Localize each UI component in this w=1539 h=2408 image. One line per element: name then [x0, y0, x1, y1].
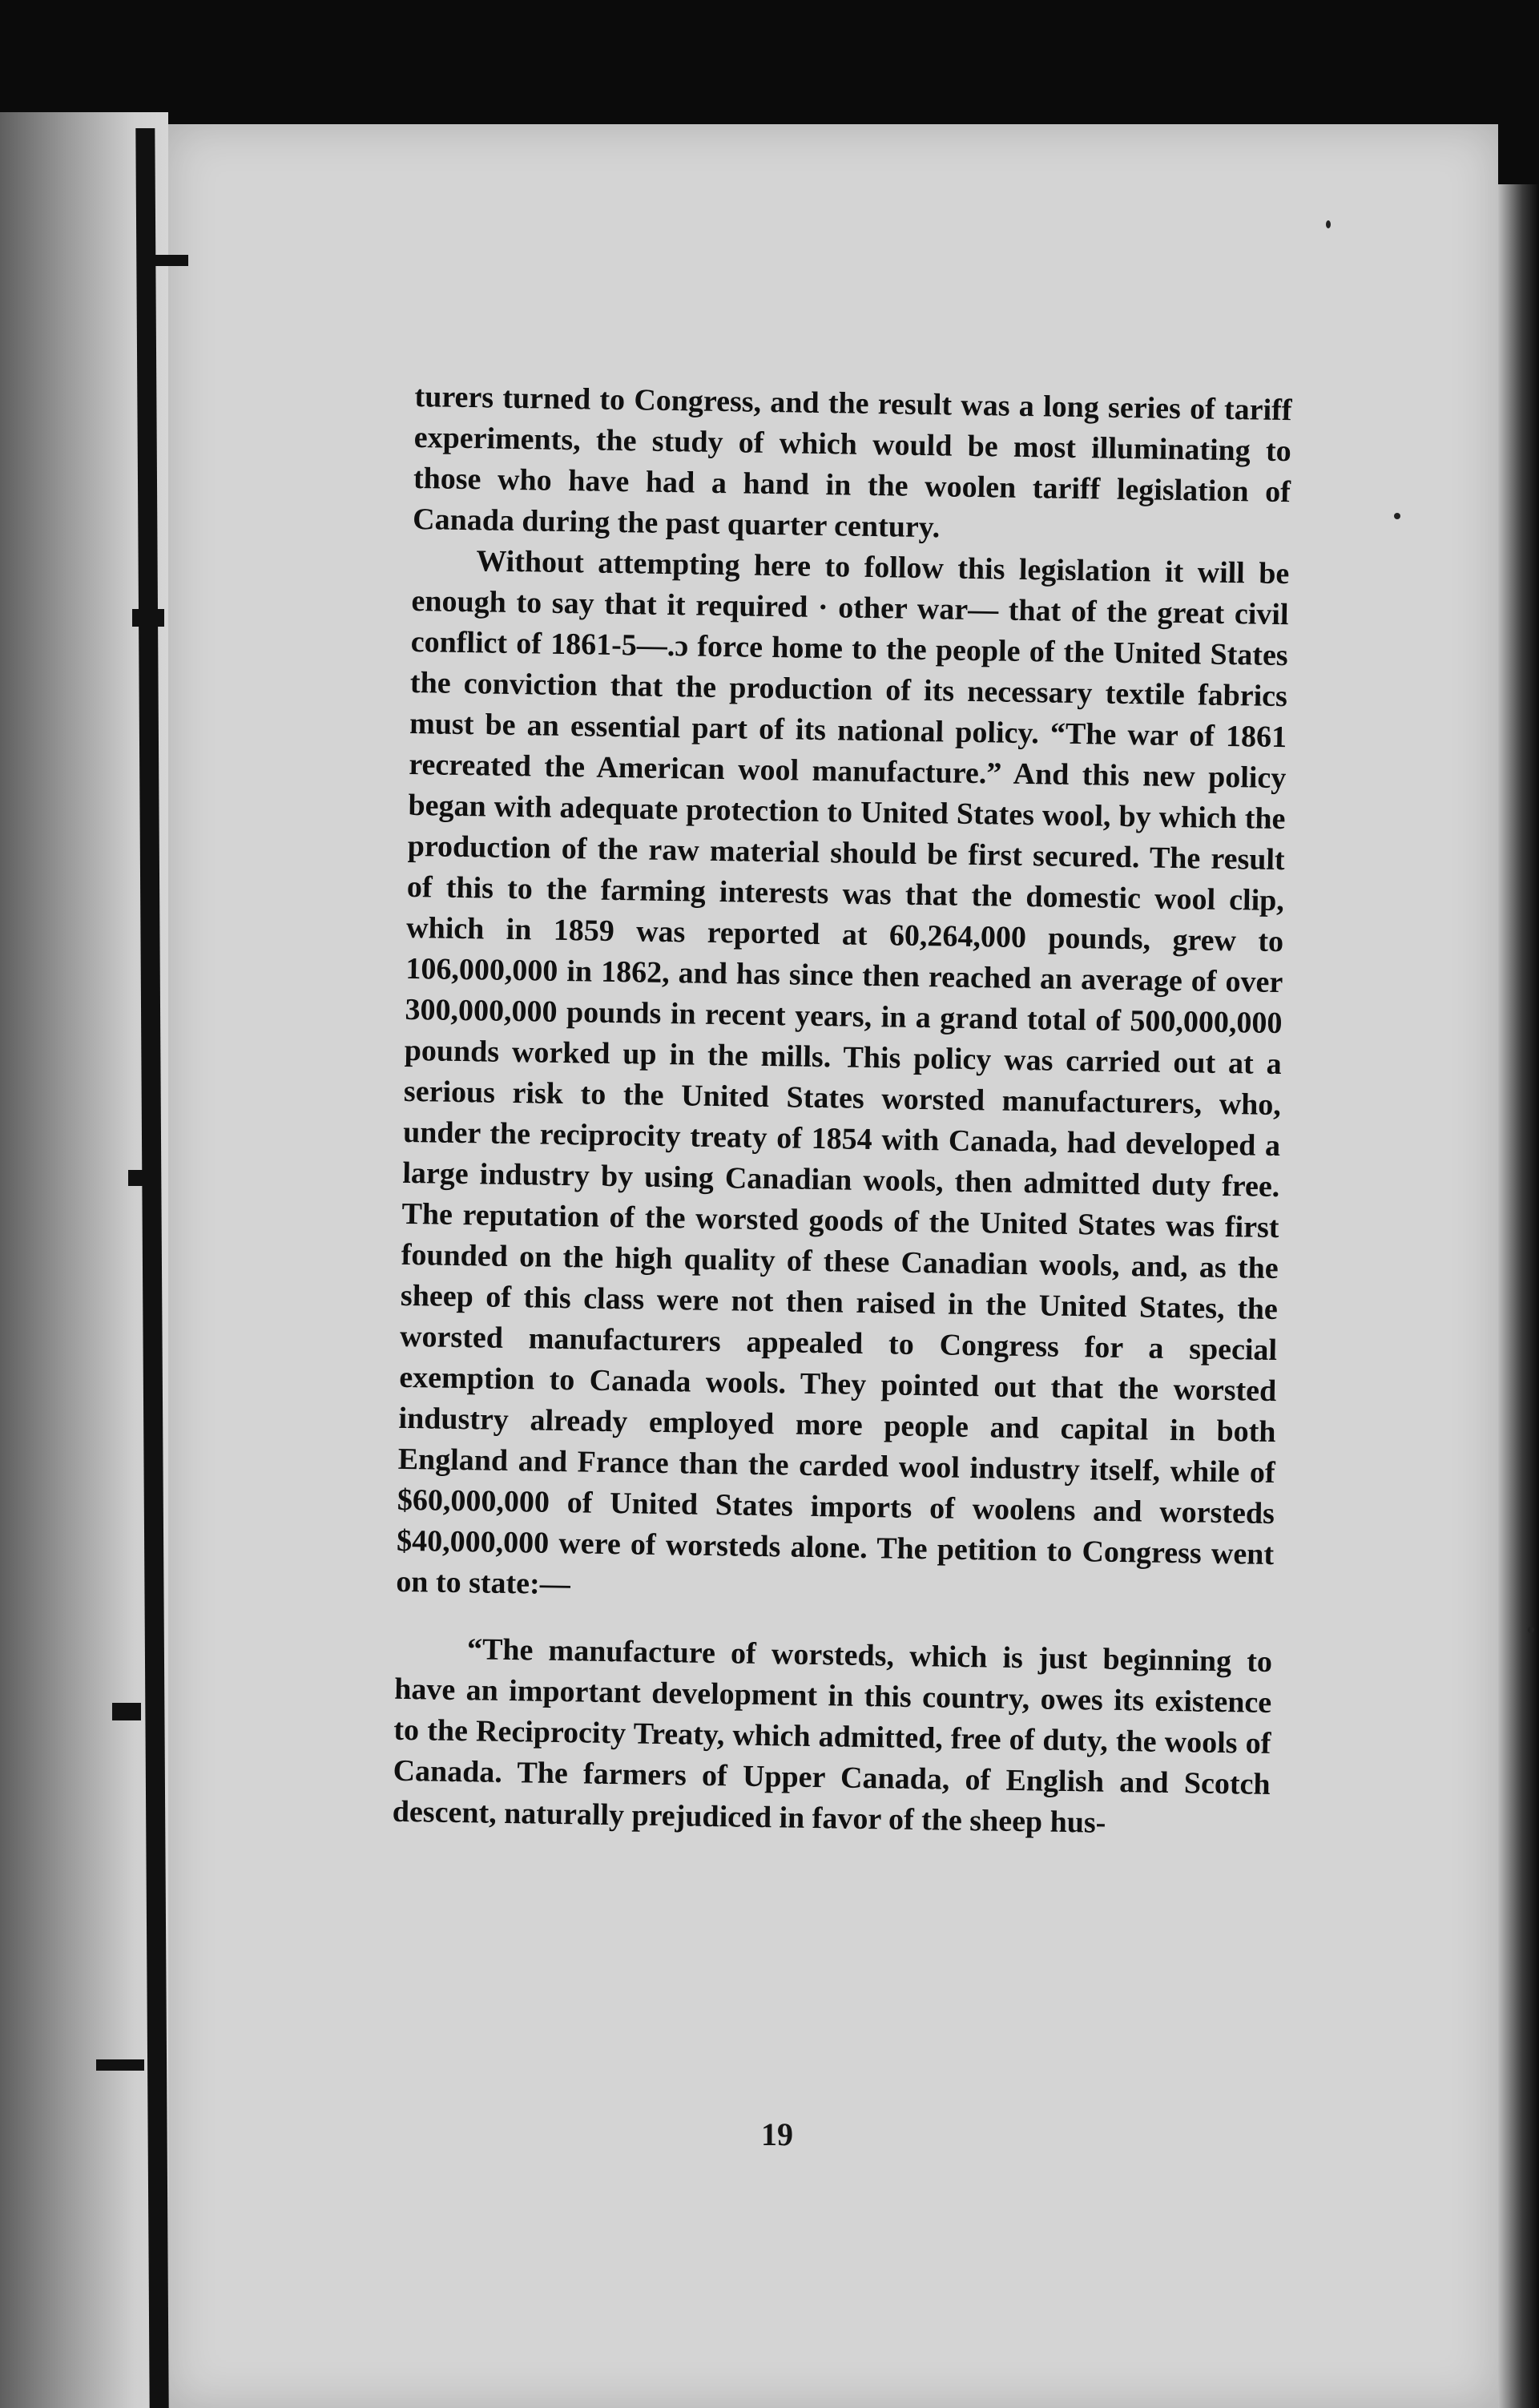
- dust-speck: [1528, 1627, 1534, 1633]
- right-page-edge: [1498, 184, 1539, 2408]
- spine-notch: [128, 1170, 157, 1186]
- spine-notch: [140, 255, 188, 266]
- spine-notch: [112, 1703, 141, 1720]
- spine-notch: [96, 2059, 144, 2071]
- paragraph: Without attempting here to follow this legislation it will be enough to say that it required · other war— that of the great civil conflict of 1861-5—.ɔ force home to the people of the United States the conviction that the production of its necessary textile fabrics must be an essential part of its national policy. “The war of 1861 recreated the American wool manufacture.” And this new policy began with adequate protection to United States wool, by which the production of the raw material should be first secured. The result of this to the farming interests was that the domestic wool clip, which in 1859 was reported at 60,264,000 pounds, grew to 106,000,000 in 1862, and has since then reached an average of over 300,000,000 pounds in recent years, in a grand total of 500,000,000 pounds worked up in the mills. This policy was carried out at a serious risk to the United States worsted manufacturers, who, under the reciprocity treaty of 1854 with Canada, had developed a large industry by using Canadian wools, then admitted duty free. The reputation of the worsted goods of the United States was first founded on the high quality of these Canadian wools, and, as the sheep of this class were not then raised in the United States, the worsted manufacturers appealed to Congress for a special exemption to Canada wools. They pointed out that the worsted industry already employed more people and capital in both England and France than the carded wool industry itself, while of $60,000,000 of United States imports of woolens and worsteds $40,000,000 were of worsteds alone. The petition to Congress went on to state:—: [396, 544, 1290, 1602]
- dust-speck: [1326, 220, 1331, 228]
- quoted-paragraph: “The manufacture of worsteds, which is just beginning to have an important development in this country, owes its existence to the Reciprocity Treaty, which admitted, free of duty, the wools of Canada. The farmers of Upper Canada, of English and Scotch descent, naturally prejudiced in favor of the sheep hus-: [392, 1632, 1273, 1840]
- spine-notch: [132, 609, 164, 627]
- dust-speck: [1394, 513, 1400, 519]
- body-text: [392, 377, 1291, 1846]
- paragraph: turers turned to Congress, and the result was a long series of tariff experiments, the study of which would be most illuminating to those who have had a hand in the woolen tariff legislation of Canada during the past quarter century.: [412, 379, 1292, 545]
- page-number: 19: [761, 2116, 793, 2152]
